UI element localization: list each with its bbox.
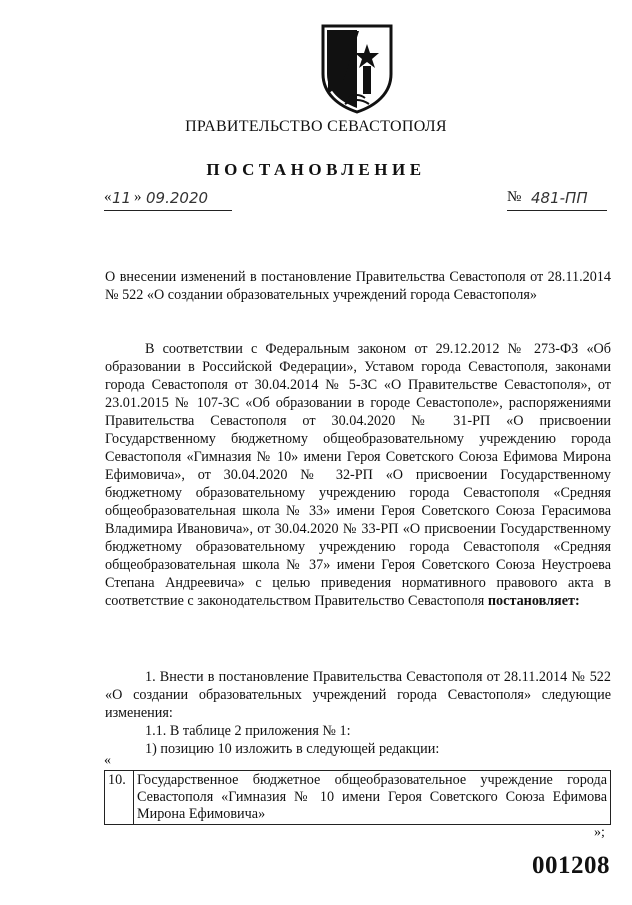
table-row-content: Государственное бюджетное общеобразовательное учреждение города Севастополя «Гимназия № 10 имени Героя Советского Союза Ефимова Мирона Ефимовича» [134,771,611,825]
clause-1: 1. Внести в постановление Правительства Севастополя от 28.11.2014 № 522 «О создании образовательных учреждений города Севастополя» следующие изменения: [105,669,611,721]
preamble-text: В соответствии с Федеральным законом от 29.12.2012 № 273-ФЗ «Об образовании в Российской Федерации», Уставом города Севастополя, законами города Севастополя от 30.04.2014 № 5-ЗС «О Правительстве Севастополя», от 23.01.2015 № 107-ЗС «Об образовании в городе Севастополе», распоряжениями Правительства Севастополя от 30.04.2020 № 31-РП «О присвоении Государственному бюджетному общеобразовательному учреждению города Севастополя «Гимназия № 10» имени Героя Советского Союза Ефимова Мирона Ефимовича», от 30.04.2020 № 32-РП «О присвоении Государственному бюджетному образовательному учреждению города Севастополя «Средняя общеобразовательная школа № 33» имени Героя Советского Союза Герасимова Владимира Ивановича», от 30.04.2020 № 33-РП «О присвоении Государственному бюджетному образовательному учреждению города Севастополя «Средняя общеобразовательная школа № 37» имени Героя Советского Союза Неустроева Степана Андреевича» с целью приведения нормативного правового акта в соответствие с законодательством Правительство Севастополя [105,341,611,609]
date-open-quote: « [104,189,112,205]
document-number [507,188,607,211]
clause-1-1: 1.1. В таблице 2 приложения № 1: [145,723,351,739]
document-subject: О внесении изменений в постановление Правительства Севастополя от 28.11.2014 № 522 «О создании образовательных учреждений города Севастополя» [105,269,611,303]
position-table [104,770,611,825]
serial-number: 001208 [532,852,610,879]
preamble-paragraph [105,340,611,610]
document-date [104,188,232,211]
document-type-title: ПОСТАНОВЛЕНИЕ [206,160,426,179]
quote-open: « [104,753,111,768]
government-name: ПРАВИТЕЛЬСТВО СЕВАСТОПОЛЯ [185,118,447,135]
table-row [105,771,611,825]
table-row-number: 10. [105,771,134,825]
quote-close: »; [594,825,605,840]
date-month-year: 09.2020 [146,189,209,207]
number-value: 481-ПП [531,189,588,207]
preamble-verb: постановляет: [487,593,580,609]
date-close-quote: » [134,189,142,205]
date-day: 11 [112,189,132,207]
number-prefix: № [507,189,522,205]
coat-of-arms-icon [319,22,395,114]
clause-1-1-1: 1) позицию 10 изложить в следующей редакции: [145,741,440,757]
